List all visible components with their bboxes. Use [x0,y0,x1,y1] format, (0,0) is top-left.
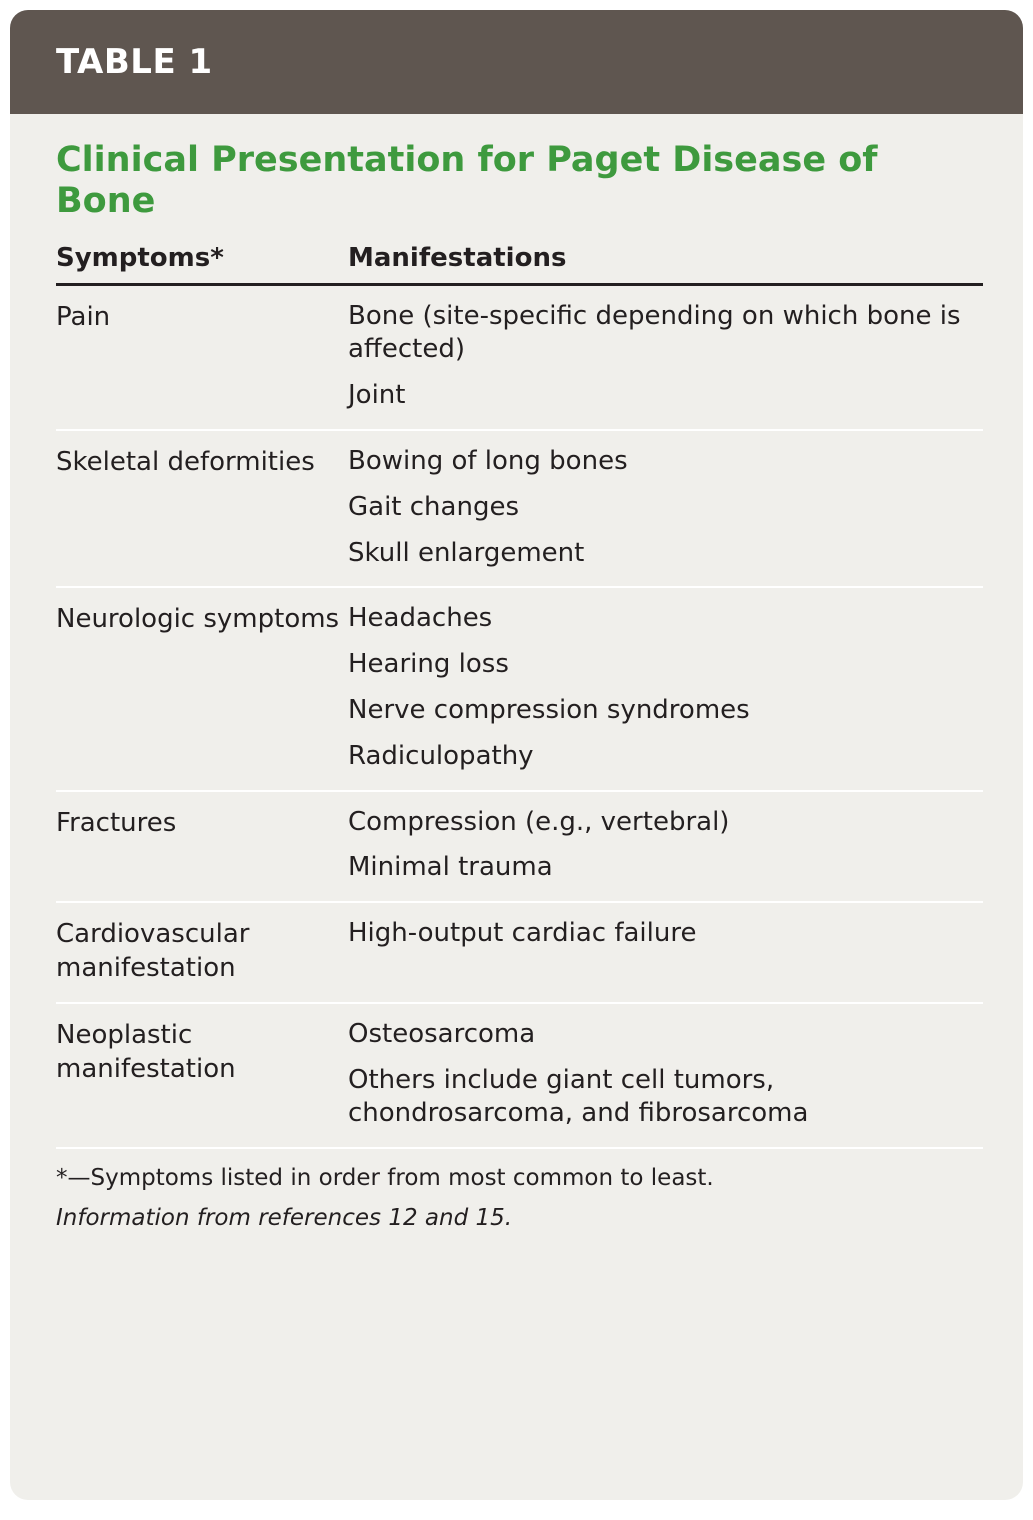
table-card [10,10,1023,1500]
manifestation-item: Others include giant cell tumors, chondrosarcoma, and fibrosarcoma [348,1064,809,1129]
footnote-symptoms: *—Symptoms listed in order from most common to least. [56,1165,714,1192]
cell-symptom: Pain [56,301,111,332]
table-number-label: TABLE 1 [56,42,213,82]
manifestation-item: Hearing loss [348,649,509,680]
cell-manifestations [348,445,983,570]
column-header-manifestations: Manifestations [348,242,567,273]
cell-manifestations [348,300,983,413]
column-header-row [56,243,983,286]
manifestation-item: Nerve compression syndromes [348,694,750,725]
manifestation-item: Radiculopathy [348,740,534,771]
manifestation-item: Compression (e.g., vertebral) [348,806,730,837]
table-row [56,792,983,904]
cell-symptom: Neurologic symptoms [56,604,340,635]
table-body [10,114,1023,1149]
manifestation-item: Bowing of long bones [348,445,628,476]
cell-symptom: Fractures [56,807,177,838]
manifestation-item: High-output cardiac failure [348,918,697,949]
manifestation-item: Joint [348,380,406,411]
manifestation-item: Minimal trauma [348,852,553,883]
cell-symptom: Skeletal deformities [56,446,315,477]
manifestation-item: Skull enlargement [348,537,585,568]
cell-manifestations [348,917,983,986]
cell-manifestations [348,1018,983,1131]
cell-symptom: Neoplastic manifestation [56,1019,236,1085]
table-row [56,286,983,431]
cell-symptom: Cardiovascular manifestation [56,919,250,984]
table-row [56,903,983,1004]
footnotes [10,1149,1023,1231]
cell-manifestations [348,806,983,886]
table-row [56,588,983,791]
manifestation-item: Osteosarcoma [348,1018,536,1049]
table-row [56,431,983,588]
manifestation-item: Gait changes [348,491,519,522]
table-header [10,10,1023,114]
cell-manifestations [348,602,983,773]
manifestation-item: Headaches [348,603,493,634]
table-row [56,1004,983,1149]
table-title: Clinical Presentation for Paget Disease of Bone [56,140,878,222]
manifestation-item: Bone (site-specific depending on which bone is affected) [348,300,961,365]
footnote-source: Information from references 12 and 15. [56,1205,513,1232]
column-header-symptoms: Symptoms* [56,242,224,273]
